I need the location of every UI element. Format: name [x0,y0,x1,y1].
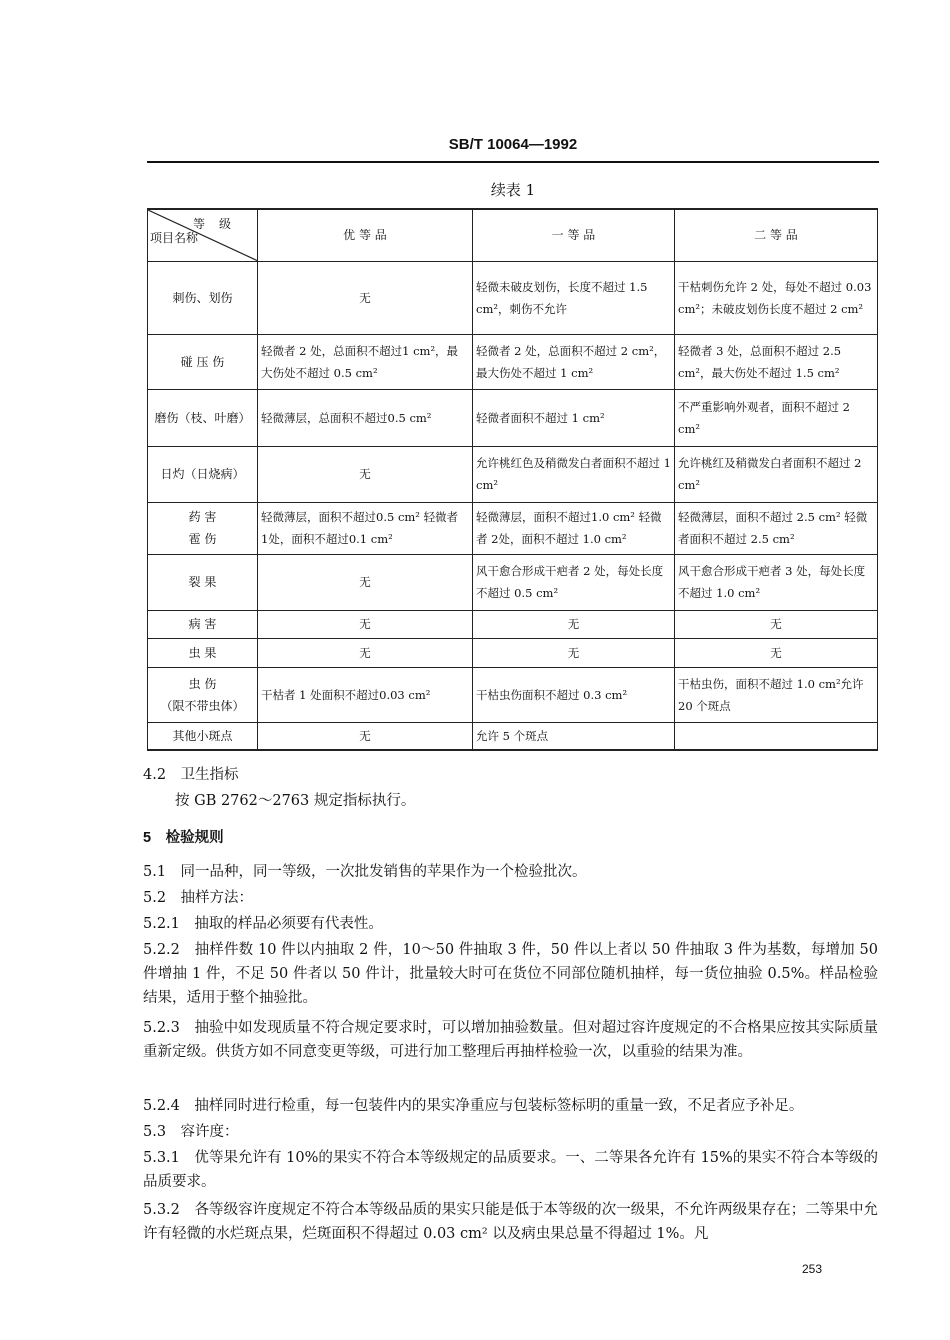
clause-5-2-4: 5.2.4 抽样同时进行检重，每一包装件内的果实净重应与包装标签标明的重量一致，不足者应予补足。 [143,1098,804,1114]
grade-value: 干枯刺伤允许 2 处，每处不超过 0.03 cm²；未破皮划伤长度不超过 2 cm² [675,261,878,334]
grade-value: 干枯虫伤面积不超过 0.3 cm² [473,667,675,722]
header-rule [147,161,879,163]
table-row [148,389,878,446]
item-name: 碰 压 伤 [148,334,258,389]
grade-value: 轻微薄层，总面积不超过0.5 cm² [258,389,473,446]
grade-value: 风干愈合形成干疤者 2 处，每处长度不超过 0.5 cm² [473,554,675,610]
grade-value: 风干愈合形成干疤者 3 处，每处长度不超过 1.0 cm² [675,554,878,610]
item-name: 日灼（日烧病） [148,446,258,502]
corner-item-label: 项目名称 [150,230,199,245]
grade-value: 无 [675,638,878,667]
grade-value: 允许桃红及稍微发白者面积不超过 2 cm² [675,446,878,502]
table-caption: 续表 1 [490,181,536,199]
table-row [148,667,878,722]
grade-value: 无 [675,610,878,638]
grade-value: 轻微者 2 处，总面积不超过1 cm²，最大伤处不超过 0.5 cm² [258,334,473,389]
item-name: 药 害 [188,510,217,524]
item-name: 雹 伤 [188,532,217,546]
grade-value: 轻微者 2处，面积不超过 1.0 cm² [476,510,662,546]
grade-value: 允许 5 个斑点 [473,722,675,750]
item-name: 虫 伤 [188,676,217,691]
table-header-row [148,209,878,261]
table-row [148,722,878,750]
corner-grade-label: 等级 [192,217,245,231]
grade-value-pair [258,502,473,554]
clause-5-2: 5.2 抽样方法： [143,890,254,906]
column-header: 一 等 品 [473,209,675,261]
item-name: 刺伤、划伤 [148,261,258,334]
item-name: 裂 果 [148,554,258,610]
grade-value: 轻微者 2 处，总面积不超过 2 cm²，最大伤处不超过 1 cm² [473,334,675,389]
grade-value: 轻微者 3 处，总面积不超过 2.5 cm²，最大伤处不超过 1.5 cm² [675,334,878,389]
column-header: 二 等 品 [675,209,878,261]
clause-5-3-2: 5.3.2 各等级容许度规定不符合本等级品质的果实只能是低于本等级的次一级果，不允许两级果存在；二等果中允许有轻微的水烂斑点果，烂斑面积不得超过 0.03 cm² 以及病虫果总量不得超过 1%。凡 [143,1202,878,1242]
grade-value: 轻微者面积不超过 2.5 cm² [678,510,868,546]
grade-value: 无 [258,722,473,750]
grade-value: 轻微薄层，面积不超过0.5 cm² [261,510,420,524]
grade-value: 轻微薄层，面积不超过 2.5 cm² [678,510,841,524]
grade-value: 无 [258,261,473,334]
table-row [148,502,878,554]
table-row [148,638,878,667]
grade-value: 无 [258,638,473,667]
grade-value: 允许桃红色及稍微发白者面积不超过 1 cm² [473,446,675,502]
table-row [148,334,878,389]
item-name-pair [148,502,258,554]
table-row [148,554,878,610]
grade-value: 无 [258,446,473,502]
grade-value: 干枯虫伤，面积不超过 1.0 cm²允许 20 个斑点 [675,667,878,722]
grade-value: 干枯者 1 处面积不超过0.03 cm² [258,667,473,722]
grade-value-pair [473,502,675,554]
grade-value: 轻微者面积不超过 1 cm² [473,389,675,446]
grade-value: 轻微薄层，面积不超过1.0 cm² [476,510,635,524]
clause-5-2-1: 5.2.1 抽取的样品必须要有代表性。 [143,916,383,932]
clause-5-2-3: 5.2.3 抽验中如发现质量不符合规定要求时，可以增加抽验数量。但对超过容许度规定的不合格果应按其实际质量重新定级。供货方如不同意变更等级，可进行加工整理后再抽样检验一次，以重验的结果为准。 [143,1020,878,1060]
clause-5-3-1: 5.3.1 优等果允许有 10%的果实不符合本等级规定的品质要求。一、二等果各允许有 15%的果实不符合本等级的品质要求。 [143,1150,878,1190]
standard-number-header: SB/T 10064—1992 [448,136,578,153]
table-row [148,610,878,638]
clause-5-2-2: 5.2.2 抽样件数 10 件以内抽取 2 件，10～50 件抽取 3 件，50 件以上者以 50 件抽取 3 件为基数，每增加 50 件增抽 1 件，不足 50 件者以 50 件计，批量较大时可在货位不同部位随机抽样，每一货位抽验 0.5%。样品检验结果，适用于整个抽验批。 [143,942,878,1006]
grade-value [675,722,878,750]
grade-value: 无 [258,554,473,610]
section-5-heading: 5 检验规则 [143,830,224,846]
section-4-2-heading: 4.2 卫生指标 [143,767,239,783]
grade-value: 无 [258,610,473,638]
item-name: 磨伤（枝、叶磨） [148,389,258,446]
section-4-2-text: 按 GB 2762～2763 规定指标执行。 [175,793,416,809]
table-row [148,261,878,334]
grade-value: 轻微者 1处，面积不超过0.1 cm² [261,510,459,546]
page-number: 253 [802,1262,823,1276]
item-name-note: （限不带虫体） [160,698,245,713]
grade-value: 不严重影响外观者，面积不超过 2 cm² [675,389,878,446]
grade-value: 无 [473,638,675,667]
table-corner-cell [148,209,258,261]
grade-value: 无 [473,610,675,638]
grade-value: 轻微未破皮划伤，长度不超过 1.5 cm²，刺伤不允许 [473,261,675,334]
quality-table [147,208,878,751]
table-row [148,446,878,502]
column-header: 优 等 品 [258,209,473,261]
grade-value-pair [675,502,878,554]
item-name: 虫 果 [148,638,258,667]
item-name: 病 害 [148,610,258,638]
item-name: 其他小斑点 [148,722,258,750]
clause-5-1: 5.1 同一品种，同一等级，一次批发销售的苹果作为一个检验批次。 [143,864,587,880]
item-name-pair [148,667,258,722]
clause-5-3: 5.3 容许度： [143,1124,239,1140]
